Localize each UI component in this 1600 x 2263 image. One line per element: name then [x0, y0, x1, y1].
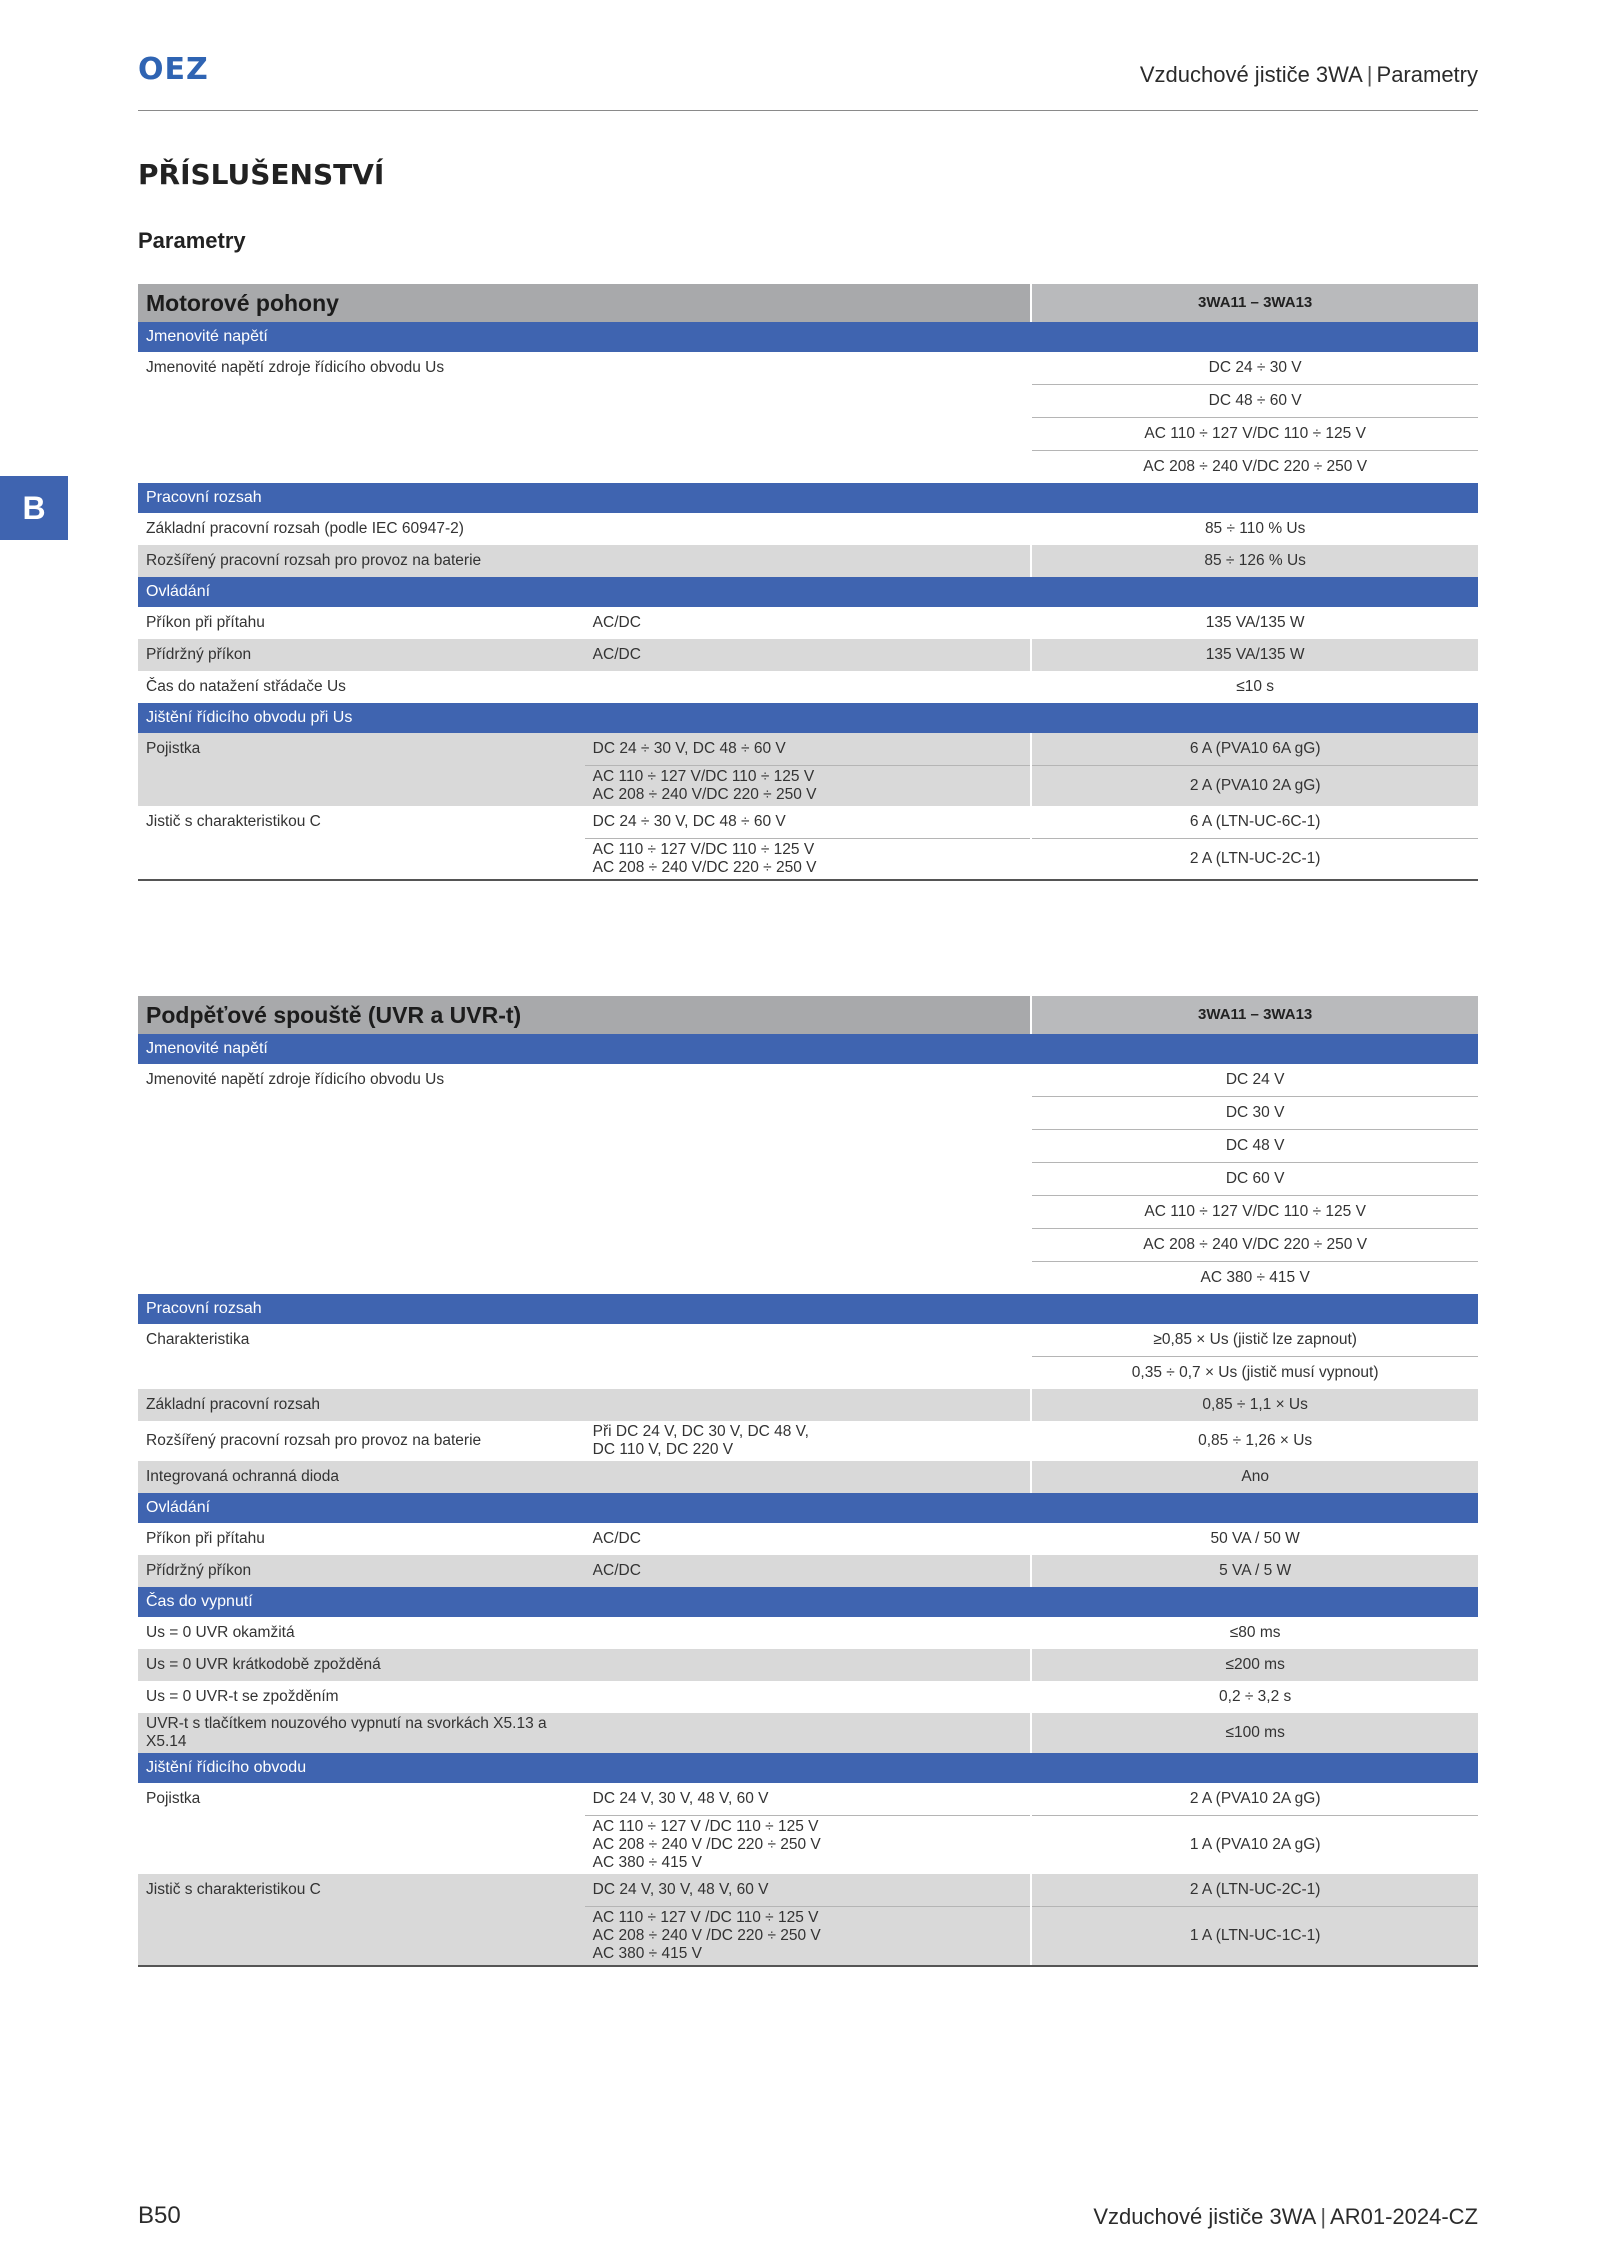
page-title: PŘÍSLUŠENSTVÍ	[138, 158, 385, 191]
parameter-name	[138, 839, 585, 881]
oez-logo: OEZ	[138, 52, 209, 87]
parameter-name: Charakteristika	[146, 1331, 250, 1349]
parameter-name: Základní pracovní rozsah (podle IEC 60947-2)	[146, 520, 464, 537]
parameter-name	[138, 1262, 585, 1295]
parameter-value: 2 A (LTN-UC-2C-1)	[1031, 839, 1478, 881]
parameter-value: 6 A (PVA10 6A gG)	[1031, 733, 1478, 766]
parameter-name	[138, 1196, 585, 1229]
table-row	[138, 1324, 1478, 1357]
parameter-value: 1 A (PVA10 2A gG)	[1031, 1816, 1478, 1875]
parameter-condition	[585, 1097, 1032, 1130]
footer-doc-code: AR01-2024-CZ	[1330, 2204, 1478, 2229]
table-title: Podpěťové spouště (UVR a UVR-t)	[138, 996, 1031, 1034]
parameter-condition: AC 110 ÷ 127 V /DC 110 ÷ 125 V AC 208 ÷ 240 V /DC 220 ÷ 250 V AC 380 ÷ 415 V	[585, 1907, 1032, 1967]
table-row	[138, 806, 1478, 839]
parameter-name	[138, 1229, 585, 1262]
table-row	[138, 1523, 1478, 1555]
parameter-value: AC 110 ÷ 127 V/DC 110 ÷ 125 V	[1031, 418, 1478, 451]
parameter-value: DC 48 V	[1031, 1130, 1478, 1163]
parameter-name: Základní pracovní rozsah	[138, 1389, 585, 1421]
parameter-name: UVR-t s tlačítkem nouzového vypnutí na svorkách X5.13 a X5.14	[138, 1713, 585, 1753]
table-row	[138, 1874, 1478, 1907]
section-header: Pracovní rozsah	[138, 1294, 1478, 1324]
parameter-value: ≤80 ms	[1031, 1617, 1478, 1649]
table-row	[138, 385, 1478, 418]
section-header-row	[138, 1587, 1478, 1617]
parameter-name	[138, 1163, 585, 1196]
parameter-value: 85 ÷ 126 % Us	[1031, 545, 1478, 577]
section-header-row	[138, 1294, 1478, 1324]
table-row	[138, 1097, 1478, 1130]
table-row	[138, 1421, 1478, 1461]
parameter-name: Integrovaná ochranná dioda	[138, 1461, 585, 1493]
parameter-name: Přídržný příkon	[138, 639, 585, 671]
parameter-value: ≤10 s	[1031, 671, 1478, 703]
column-header: 3WA11 – 3WA13	[1031, 284, 1478, 322]
parameter-name: Us = 0 UVR-t se zpožděním	[146, 1688, 339, 1705]
parameter-condition: AC/DC	[592, 1530, 641, 1547]
table-row	[138, 607, 1478, 639]
parameter-name	[138, 418, 585, 451]
table-row	[138, 1357, 1478, 1390]
section-subtitle: Parametry	[138, 228, 246, 253]
table-row	[138, 671, 1478, 703]
motor-drives-table	[138, 284, 1478, 881]
table-row	[138, 1907, 1478, 1967]
parameter-value: 0,2 ÷ 3,2 s	[1031, 1681, 1478, 1713]
table-row	[138, 1064, 1478, 1097]
parameter-value: 50 VA / 50 W	[1031, 1523, 1478, 1555]
parameter-condition	[585, 1229, 1032, 1262]
parameter-name: Rozšířený pracovní rozsah pro provoz na baterie	[146, 1432, 482, 1449]
parameter-name: Pojistka	[146, 1790, 201, 1808]
parameter-value: 5 VA / 5 W	[1031, 1555, 1478, 1587]
table-title-row	[138, 284, 1478, 322]
parameter-name: Čas do natažení střádače Us	[146, 678, 346, 695]
table-row	[138, 545, 1478, 577]
section-header-row	[138, 1034, 1478, 1064]
parameter-condition	[585, 1649, 1032, 1681]
header-title-section: Parametry	[1376, 62, 1478, 87]
table-row	[138, 1649, 1478, 1681]
table-row	[138, 766, 1478, 807]
section-header: Jištění řídicího obvodu	[138, 1753, 1478, 1783]
section-header: Ovládání	[138, 1493, 1478, 1523]
section-header-row	[138, 322, 1478, 352]
table-row	[138, 1617, 1478, 1649]
parameter-condition: DC 24 ÷ 30 V, DC 48 ÷ 60 V	[585, 733, 1032, 766]
parameter-value: 0,85 ÷ 1,1 × Us	[1031, 1389, 1478, 1421]
section-header: Pracovní rozsah	[138, 483, 1478, 513]
parameter-condition	[585, 671, 1032, 703]
table-title-row	[138, 996, 1478, 1034]
parameter-condition	[585, 1681, 1032, 1713]
table-row	[138, 352, 1478, 385]
table-row	[138, 1163, 1478, 1196]
parameter-name	[138, 1907, 585, 1967]
parameter-condition: AC 110 ÷ 127 V /DC 110 ÷ 125 V AC 208 ÷ 240 V /DC 220 ÷ 250 V AC 380 ÷ 415 V	[585, 1816, 1032, 1875]
section-header: Čas do vypnutí	[138, 1587, 1478, 1617]
header-separator: |	[1366, 62, 1373, 87]
parameter-value: ≤200 ms	[1031, 1649, 1478, 1681]
table-row	[138, 1816, 1478, 1875]
table-row	[138, 1262, 1478, 1295]
section-header: Jmenovité napětí	[138, 322, 1478, 352]
parameter-value: DC 48 ÷ 60 V	[1031, 385, 1478, 418]
parameter-condition	[585, 1262, 1032, 1295]
parameter-condition	[585, 1324, 1032, 1357]
parameter-value: Ano	[1031, 1461, 1478, 1493]
section-header-row	[138, 1493, 1478, 1523]
parameter-value: ≥0,85 × Us (jistič lze zapnout)	[1031, 1324, 1478, 1357]
parameter-condition	[585, 1461, 1032, 1493]
parameter-name: Jistič s charakteristikou C	[146, 813, 321, 831]
undervoltage-releases-table	[138, 996, 1478, 1967]
section-header-row	[138, 1753, 1478, 1783]
table-row	[138, 1196, 1478, 1229]
section-header-row	[138, 483, 1478, 513]
parameter-value: AC 208 ÷ 240 V/DC 220 ÷ 250 V	[1031, 451, 1478, 484]
table-row	[138, 1229, 1478, 1262]
parameter-name: Jmenovité napětí zdroje řídicího obvodu Us	[146, 359, 445, 377]
parameter-condition	[585, 1357, 1032, 1390]
parameter-name: Us = 0 UVR krátkodobě zpožděná	[138, 1649, 585, 1681]
parameter-condition	[585, 1713, 1032, 1753]
parameter-value: AC 110 ÷ 127 V/DC 110 ÷ 125 V	[1031, 1196, 1478, 1229]
parameter-name	[138, 1097, 585, 1130]
parameter-value: 6 A (LTN-UC-6C-1)	[1031, 806, 1478, 839]
parameter-name: Příkon při přítahu	[146, 1530, 265, 1547]
parameter-value: ≤100 ms	[1031, 1713, 1478, 1753]
table-row	[138, 1130, 1478, 1163]
parameter-value: 2 A (PVA10 2A gG)	[1031, 1783, 1478, 1816]
parameter-condition	[585, 545, 1032, 577]
table-row	[138, 1555, 1478, 1587]
parameter-condition	[585, 451, 1032, 484]
section-header: Jmenovité napětí	[138, 1034, 1478, 1064]
parameter-value: 135 VA/135 W	[1031, 639, 1478, 671]
parameter-name	[138, 1816, 585, 1875]
footer-separator: |	[1320, 2204, 1327, 2229]
parameter-value: 135 VA/135 W	[1031, 607, 1478, 639]
table-row	[138, 1713, 1478, 1753]
parameter-value: 0,85 ÷ 1,26 × Us	[1031, 1421, 1478, 1461]
parameter-name	[138, 1357, 585, 1390]
parameter-value: AC 208 ÷ 240 V/DC 220 ÷ 250 V	[1031, 1229, 1478, 1262]
section-header: Jištění řídicího obvodu při Us	[138, 703, 1478, 733]
parameter-value: AC 380 ÷ 415 V	[1031, 1262, 1478, 1295]
parameter-value: DC 60 V	[1031, 1163, 1478, 1196]
parameter-name: Pojistka	[138, 733, 585, 766]
section-header-row	[138, 577, 1478, 607]
parameter-value: 0,35 ÷ 0,7 × Us (jistič musí vypnout)	[1031, 1357, 1478, 1390]
parameter-condition: DC 24 ÷ 30 V, DC 48 ÷ 60 V	[592, 813, 786, 830]
parameter-value: 2 A (PVA10 2A gG)	[1031, 766, 1478, 807]
parameter-condition	[585, 1617, 1032, 1649]
column-header: 3WA11 – 3WA13	[1031, 996, 1478, 1034]
parameter-name: Rozšířený pracovní rozsah pro provoz na baterie	[138, 545, 585, 577]
parameter-condition	[585, 1064, 1032, 1097]
parameter-name	[138, 766, 585, 807]
table-title: Motorové pohony	[138, 284, 1031, 322]
header-divider	[138, 110, 1478, 111]
parameter-value: DC 24 ÷ 30 V	[1031, 352, 1478, 385]
parameter-value: DC 30 V	[1031, 1097, 1478, 1130]
parameter-name: Přídržný příkon	[138, 1555, 585, 1587]
table-row	[138, 513, 1478, 545]
parameter-condition: DC 24 V, 30 V, 48 V, 60 V	[585, 1874, 1032, 1907]
footer-doc-title: Vzduchové jističe 3WA	[1093, 2204, 1317, 2229]
parameter-name	[138, 1130, 585, 1163]
parameter-condition: AC 110 ÷ 127 V/DC 110 ÷ 125 V AC 208 ÷ 240 V/DC 220 ÷ 250 V	[585, 766, 1032, 807]
parameter-condition: AC/DC	[585, 639, 1032, 671]
parameter-condition	[585, 385, 1032, 418]
parameter-name: Příkon při přítahu	[146, 614, 265, 631]
table-row	[138, 733, 1478, 766]
parameter-condition: Při DC 24 V, DC 30 V, DC 48 V, DC 110 V, DC 220 V	[592, 1423, 809, 1458]
table-row	[138, 1783, 1478, 1816]
parameter-condition	[585, 1196, 1032, 1229]
parameter-value: 2 A (LTN-UC-2C-1)	[1031, 1874, 1478, 1907]
parameter-condition: AC/DC	[592, 614, 641, 631]
parameter-name: Jmenovité napětí zdroje řídicího obvodu Us	[146, 1071, 445, 1089]
parameter-name	[138, 451, 585, 484]
parameter-condition	[585, 352, 1032, 385]
section-header: Ovládání	[138, 577, 1478, 607]
parameter-name: Jistič s charakteristikou C	[138, 1874, 585, 1907]
parameter-value: DC 24 V	[1031, 1064, 1478, 1097]
section-tab-b: B	[0, 476, 68, 540]
parameter-condition: AC/DC	[585, 1555, 1032, 1587]
page-number: B50	[138, 2202, 181, 2229]
table-row	[138, 1461, 1478, 1493]
parameter-name: Us = 0 UVR okamžitá	[146, 1624, 295, 1641]
footer-doc-info	[1093, 2204, 1478, 2230]
table-row	[138, 839, 1478, 881]
table-row	[138, 418, 1478, 451]
parameter-condition: DC 24 V, 30 V, 48 V, 60 V	[592, 1790, 769, 1807]
parameter-value: 85 ÷ 110 % Us	[1031, 513, 1478, 545]
parameter-value: 1 A (LTN-UC-1C-1)	[1031, 1907, 1478, 1967]
table-row	[138, 1681, 1478, 1713]
section-header-row	[138, 703, 1478, 733]
parameter-name	[138, 385, 585, 418]
parameter-condition	[585, 513, 1032, 545]
parameter-condition: AC 110 ÷ 127 V/DC 110 ÷ 125 V AC 208 ÷ 240 V/DC 220 ÷ 250 V	[585, 839, 1032, 881]
parameter-condition	[585, 1130, 1032, 1163]
header-title-main: Vzduchové jističe 3WA	[1139, 62, 1363, 87]
table-row	[138, 1389, 1478, 1421]
parameter-condition	[585, 1163, 1032, 1196]
header-title	[1140, 62, 1478, 88]
table-row	[138, 451, 1478, 484]
parameter-condition	[585, 418, 1032, 451]
parameter-condition	[585, 1389, 1032, 1421]
table-row	[138, 639, 1478, 671]
